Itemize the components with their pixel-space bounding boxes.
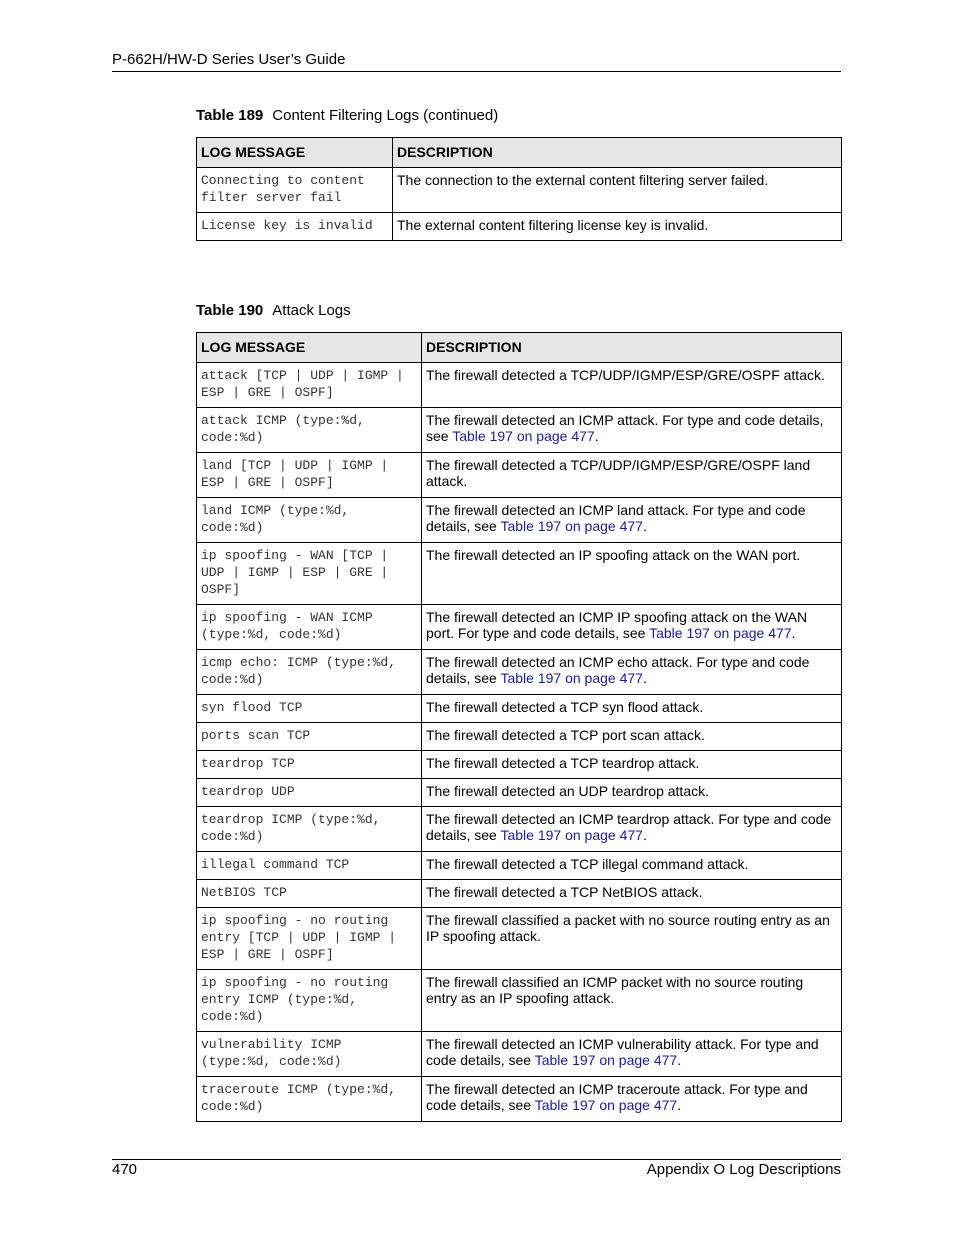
description-text: The external content filtering license key is invalid. bbox=[397, 217, 709, 233]
column-header-description: DESCRIPTION bbox=[393, 138, 842, 168]
table-row bbox=[197, 880, 842, 908]
table-row bbox=[197, 408, 842, 453]
log-message-cell: teardrop UDP bbox=[197, 779, 422, 807]
table-189-label: Table 189 bbox=[196, 107, 264, 124]
description-cell bbox=[422, 650, 842, 695]
description-cell bbox=[422, 807, 842, 852]
description-cell bbox=[422, 453, 842, 498]
table-header-row bbox=[197, 333, 842, 363]
table-body bbox=[197, 363, 842, 1122]
description-cell bbox=[422, 605, 842, 650]
cross-reference-link[interactable]: Table 197 on page 477 bbox=[452, 427, 595, 444]
table-row bbox=[197, 1077, 842, 1122]
description-tail: . bbox=[642, 669, 647, 686]
log-message-cell: attack ICMP (type:%d, code:%d) bbox=[197, 408, 422, 453]
log-message-cell: NetBIOS TCP bbox=[197, 880, 422, 908]
description-cell bbox=[422, 723, 842, 751]
description-tail: . bbox=[642, 517, 647, 534]
description-cell bbox=[422, 1077, 842, 1122]
log-message-cell: teardrop ICMP (type:%d, code:%d) bbox=[197, 807, 422, 852]
cross-reference-link[interactable]: Table 197 on page 477 bbox=[500, 826, 643, 843]
table-row bbox=[197, 695, 842, 723]
table-190-caption bbox=[196, 302, 351, 319]
log-message-cell: land ICMP (type:%d, code:%d) bbox=[197, 498, 422, 543]
footer-section-title: Appendix O Log Descriptions bbox=[646, 1161, 841, 1178]
description-text: The firewall detected an ICMP vulnerability attack. For type and code details, see bbox=[426, 1036, 819, 1068]
table-row bbox=[197, 751, 842, 779]
description-cell bbox=[422, 779, 842, 807]
description-text: The firewall detected a TCP port scan attack. bbox=[426, 727, 705, 743]
cross-reference-link[interactable]: Table 197 on page 477 bbox=[534, 1096, 678, 1113]
cross-reference-link[interactable]: Table 197 on page 477 bbox=[649, 624, 792, 641]
description-cell bbox=[422, 543, 842, 605]
description-text: The firewall detected an ICMP traceroute attack. For type and code details, see bbox=[426, 1081, 808, 1113]
header-rule bbox=[112, 71, 841, 72]
cross-reference-link[interactable]: Table 197 on page 477 bbox=[500, 669, 643, 686]
log-message-cell: teardrop TCP bbox=[197, 751, 422, 779]
description-cell bbox=[422, 970, 842, 1032]
column-header-description: DESCRIPTION bbox=[422, 333, 842, 363]
description-cell bbox=[422, 408, 842, 453]
description-text: The firewall classified a packet with no source routing entry as an IP spoofing attack. bbox=[426, 912, 830, 944]
description-cell bbox=[393, 213, 842, 241]
description-cell bbox=[422, 751, 842, 779]
content-filtering-logs-table bbox=[196, 137, 842, 241]
table-row bbox=[197, 498, 842, 543]
description-text: The firewall classified an ICMP packet with no source routing entry as an IP spoofing attack. bbox=[426, 974, 804, 1006]
description-text: The firewall detected an ICMP attack. For type and code details, see bbox=[426, 412, 824, 444]
description-text: The firewall detected an IP spoofing attack on the WAN port. bbox=[426, 547, 801, 563]
column-header-log-message: LOG MESSAGE bbox=[197, 333, 422, 363]
table-row bbox=[197, 213, 842, 241]
table-189-title: Content Filtering Logs (continued) bbox=[272, 107, 499, 124]
log-message-cell: land [TCP | UDP | IGMP | ESP | GRE | OSPF] bbox=[197, 453, 422, 498]
table-190-title: Attack Logs bbox=[272, 302, 351, 319]
table-row bbox=[197, 363, 842, 408]
description-text: The firewall detected a TCP illegal command attack. bbox=[426, 856, 749, 872]
table-body bbox=[197, 168, 842, 241]
table-row bbox=[197, 779, 842, 807]
page-number: 470 bbox=[112, 1161, 138, 1178]
description-cell bbox=[422, 498, 842, 543]
cross-reference-link[interactable]: Table 197 on page 477 bbox=[500, 517, 643, 534]
log-message-cell: ip spoofing - no routing entry [TCP | UDP | IGMP | ESP | GRE | OSPF] bbox=[197, 908, 422, 970]
table-row bbox=[197, 605, 842, 650]
footer-rule bbox=[112, 1159, 841, 1160]
description-tail: . bbox=[677, 1096, 682, 1113]
description-tail: . bbox=[791, 624, 796, 641]
description-text: The firewall detected a TCP teardrop attack. bbox=[426, 755, 700, 771]
log-message-cell: traceroute ICMP (type:%d, code:%d) bbox=[197, 1077, 422, 1122]
table-row bbox=[197, 168, 842, 213]
log-message-cell: ip spoofing - WAN ICMP (type:%d, code:%d) bbox=[197, 605, 422, 650]
log-message-cell: License key is invalid bbox=[197, 213, 393, 241]
table-row bbox=[197, 807, 842, 852]
table-189-caption bbox=[196, 107, 498, 124]
table-row bbox=[197, 723, 842, 751]
table-row bbox=[197, 852, 842, 880]
description-cell bbox=[422, 1032, 842, 1077]
table-row bbox=[197, 543, 842, 605]
table-row bbox=[197, 650, 842, 695]
description-cell bbox=[422, 363, 842, 408]
table-row bbox=[197, 453, 842, 498]
description-text: The firewall detected an ICMP land attack. For type and code details, see bbox=[426, 502, 806, 534]
description-text: The firewall detected an UDP teardrop attack. bbox=[426, 783, 710, 799]
description-text: The firewall detected a TCP syn flood attack. bbox=[426, 699, 704, 715]
log-message-cell: illegal command TCP bbox=[197, 852, 422, 880]
column-header-log-message: LOG MESSAGE bbox=[197, 138, 393, 168]
log-message-cell: ports scan TCP bbox=[197, 723, 422, 751]
table-row bbox=[197, 1032, 842, 1077]
description-tail: . bbox=[594, 427, 599, 444]
description-text: The firewall detected an ICMP teardrop attack. For type and code details, see bbox=[426, 811, 832, 843]
description-cell bbox=[422, 852, 842, 880]
description-tail: . bbox=[642, 826, 647, 843]
description-cell bbox=[422, 695, 842, 723]
description-cell bbox=[393, 168, 842, 213]
table-row bbox=[197, 908, 842, 970]
description-text: The firewall detected a TCP NetBIOS attack. bbox=[426, 884, 703, 900]
description-text: The firewall detected an ICMP IP spoofing attack on the WAN port. For type and code details, see bbox=[426, 609, 808, 641]
cross-reference-link[interactable]: Table 197 on page 477 bbox=[534, 1051, 678, 1068]
description-text: The connection to the external content filtering server failed. bbox=[397, 172, 769, 188]
description-text: The firewall detected a TCP/UDP/IGMP/ESP/GRE/OSPF land attack. bbox=[426, 457, 811, 489]
log-message-cell: ip spoofing - WAN [TCP | UDP | IGMP | ESP | GRE | OSPF] bbox=[197, 543, 422, 605]
description-text: The firewall detected an ICMP echo attack. For type and code details, see bbox=[426, 654, 810, 686]
description-cell bbox=[422, 880, 842, 908]
table-row bbox=[197, 970, 842, 1032]
log-message-cell: syn flood TCP bbox=[197, 695, 422, 723]
log-message-cell: vulnerability ICMP (type:%d, code:%d) bbox=[197, 1032, 422, 1077]
log-message-cell: icmp echo: ICMP (type:%d, code:%d) bbox=[197, 650, 422, 695]
table-190-label: Table 190 bbox=[196, 302, 264, 319]
log-message-cell: Connecting to content filter server fail bbox=[197, 168, 393, 213]
description-tail: . bbox=[677, 1051, 682, 1068]
description-text: The firewall detected a TCP/UDP/IGMP/ESP/GRE/OSPF attack. bbox=[426, 367, 825, 383]
table-header-row bbox=[197, 138, 842, 168]
attack-logs-table bbox=[196, 332, 842, 1122]
log-message-cell: attack [TCP | UDP | IGMP | ESP | GRE | OSPF] bbox=[197, 363, 422, 408]
running-header: P-662H/HW-D Series User’s Guide bbox=[112, 51, 346, 68]
log-message-cell: ip spoofing - no routing entry ICMP (type:%d, code:%d) bbox=[197, 970, 422, 1032]
description-cell bbox=[422, 908, 842, 970]
